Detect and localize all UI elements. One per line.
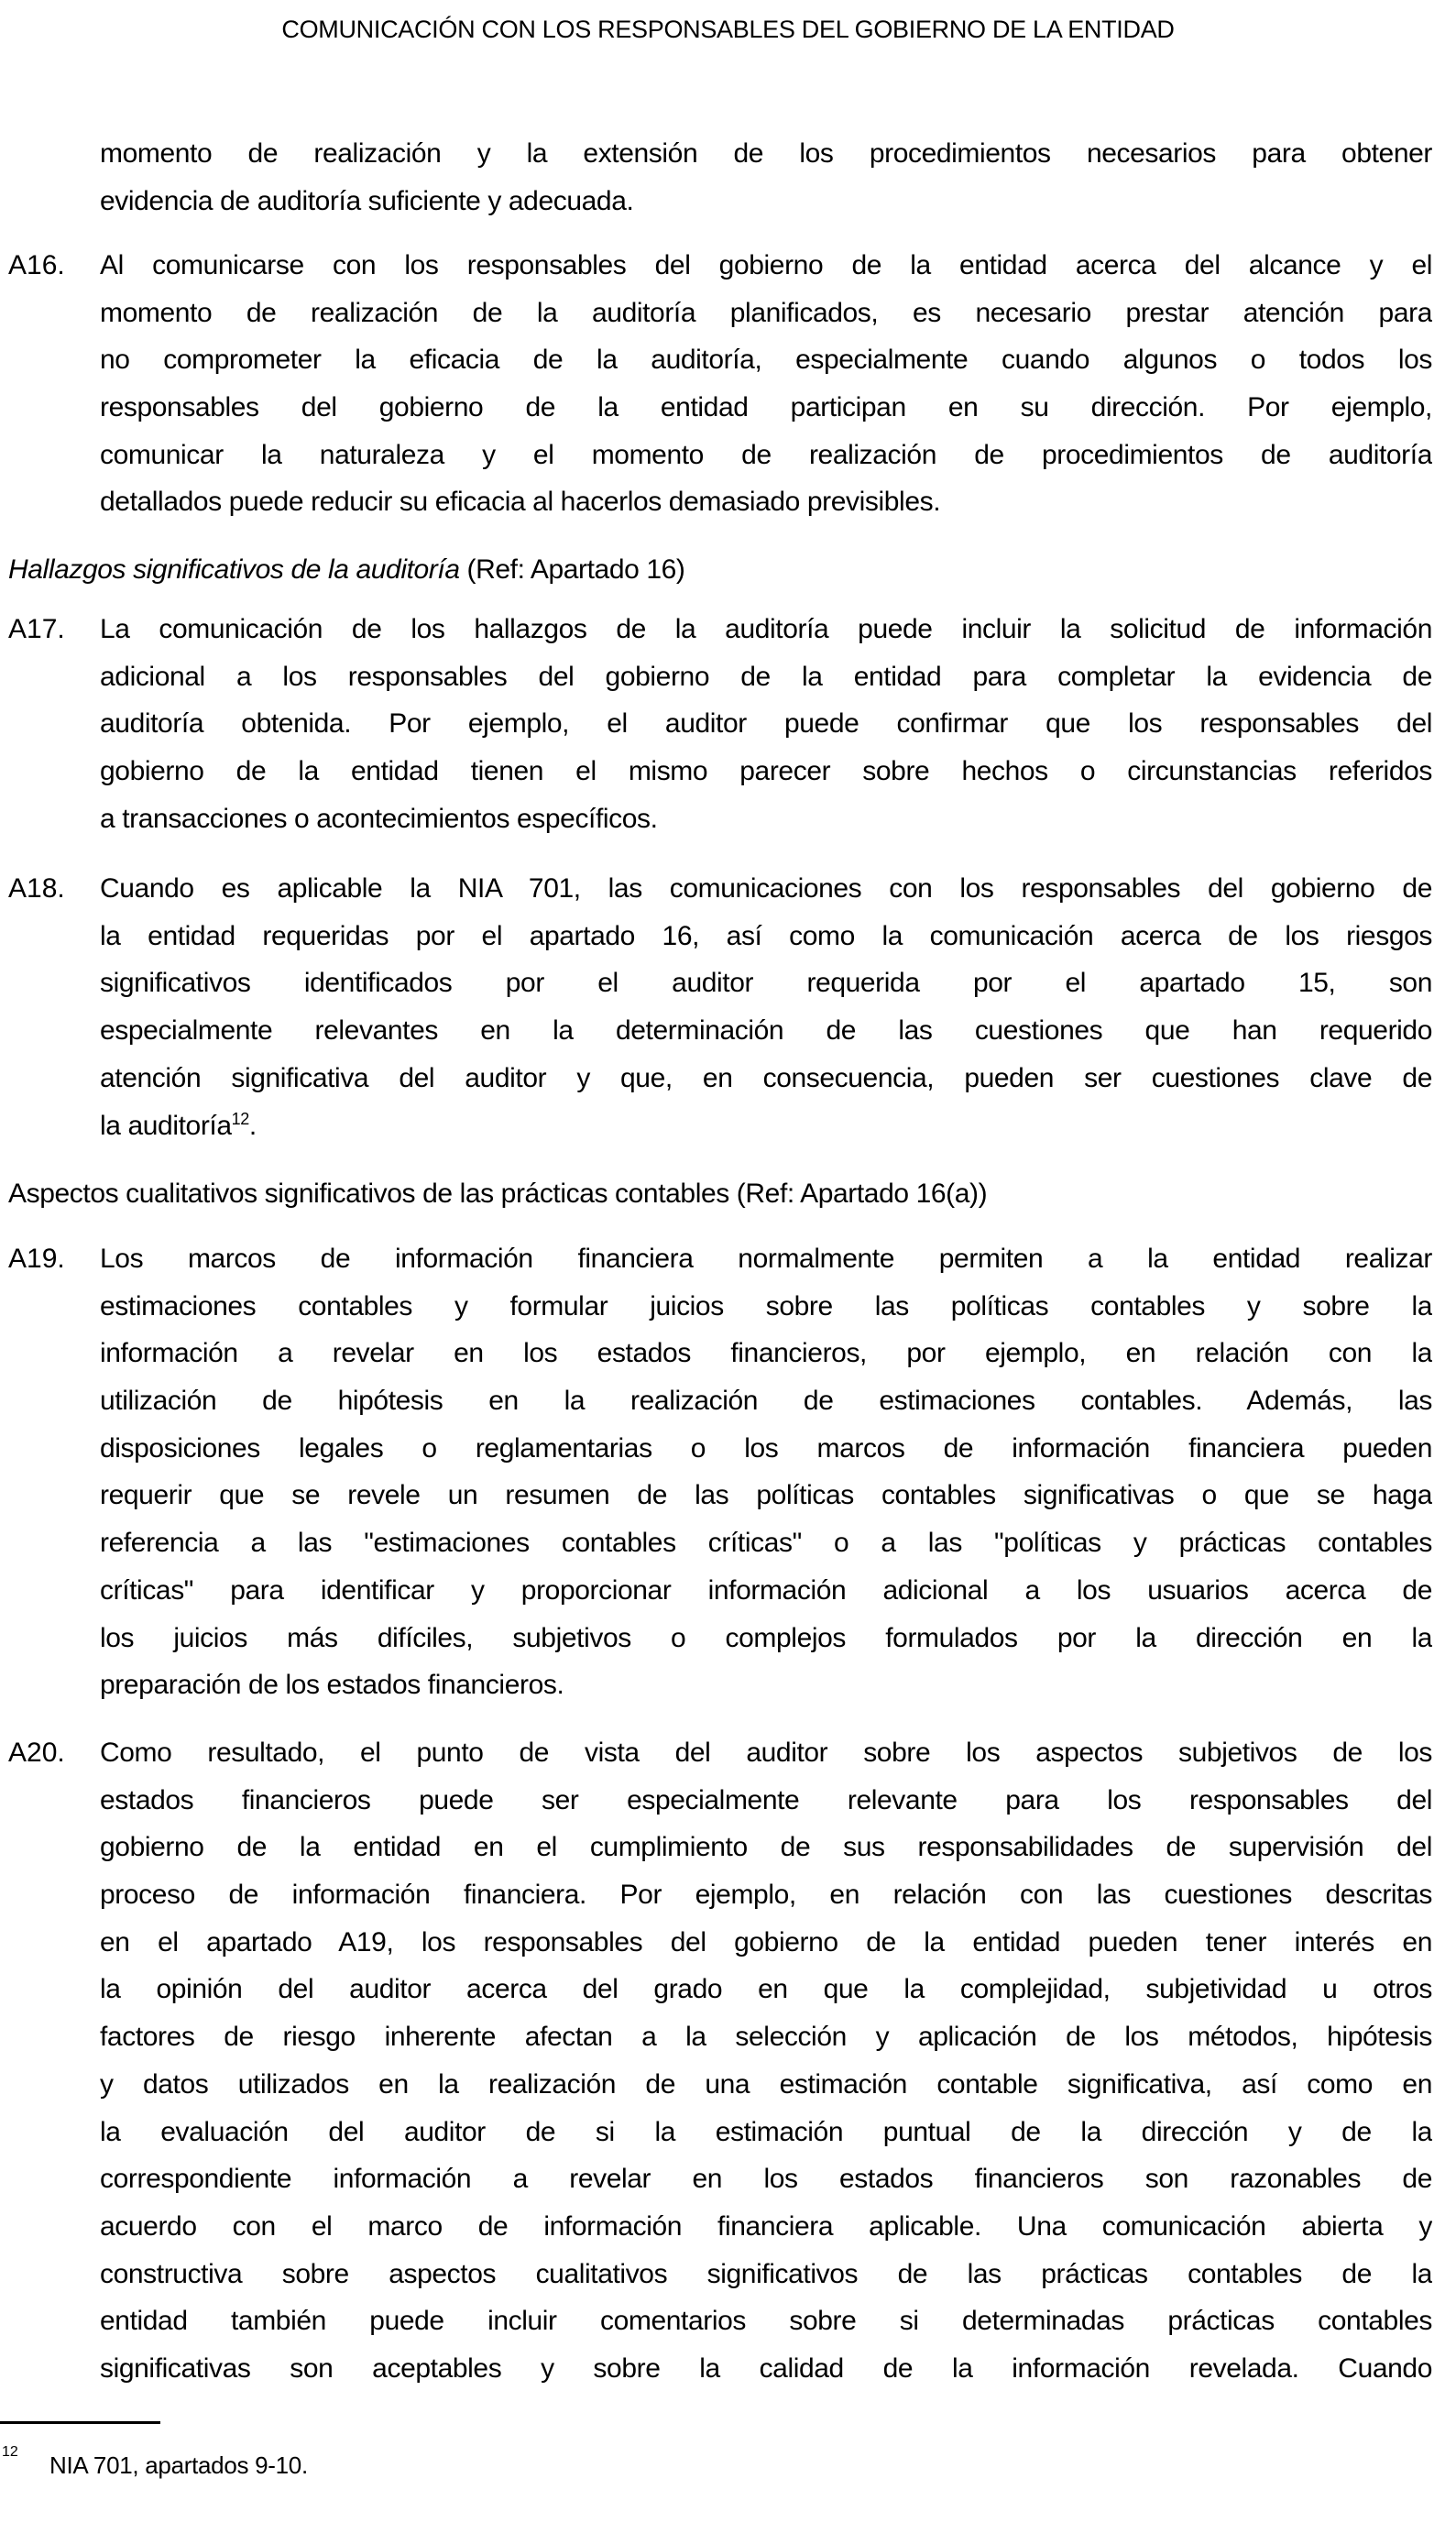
paragraph-number: A20. bbox=[8, 1738, 65, 1768]
paragraph-line: la entidad requeridas por el apartado 16, así como la comunicación acerca de los riesgos bbox=[100, 920, 1432, 951]
section-heading-hallazgos bbox=[8, 546, 685, 594]
heading-ref: (Ref: Apartado 16) bbox=[459, 554, 685, 585]
paragraph-line: la opinión del auditor acerca del grado en que la complejidad, subjetividad u otros bbox=[100, 1974, 1432, 2005]
paragraph-line: La comunicación de los hallazgos de la auditoría puede incluir la solicitud de información bbox=[100, 614, 1432, 644]
line-text: la auditoría bbox=[100, 1110, 232, 1141]
paragraph-line: proceso de información financiera. Por ejemplo, en relación con las cuestiones descritas bbox=[100, 1880, 1432, 1911]
paragraph-line: utilización de hipótesis en la realización de estimaciones contables. Además, las bbox=[100, 1386, 1432, 1417]
paragraph-line: auditoría obtenida. Por ejemplo, el auditor puede confirmar que los responsables del bbox=[100, 708, 1432, 740]
paragraph-line: evidencia de auditoría suficiente y adecuada. bbox=[100, 185, 634, 216]
paragraph-line: constructiva sobre aspectos cualitativos significativos de las prácticas contables de la bbox=[100, 2258, 1432, 2289]
paragraph-line: disposiciones legales o reglamentarias o los marcos de información financiera pueden bbox=[100, 1432, 1432, 1464]
paragraph-line: gobierno de la entidad en el cumplimiento de sus responsabilidades de supervisión del bbox=[100, 1832, 1432, 1863]
paragraph-line: significativos identificados por el auditor requerida por el apartado 15, son bbox=[100, 968, 1432, 999]
running-header: COMUNICACIÓN CON LOS RESPONSABLES DEL GOBIERNO DE LA ENTIDAD bbox=[281, 16, 1175, 43]
paragraph-line: referencia a las "estimaciones contables críticas" o a las "políticas y prácticas contables bbox=[100, 1528, 1432, 1559]
paragraph-number: A19. bbox=[8, 1244, 65, 1274]
paragraph-line: en el apartado A19, los responsables del gobierno de la entidad pueden tener interés en bbox=[100, 1926, 1432, 1957]
paragraph-number: A16. bbox=[8, 250, 65, 280]
paragraph-line: especialmente relevantes en la determinación de las cuestiones que han requerido bbox=[100, 1015, 1432, 1047]
paragraph-line: adicional a los responsables del gobierno de la entidad para completar la evidencia de bbox=[100, 661, 1432, 692]
paragraph-line: atención significativa del auditor y que, en consecuencia, pueden ser cuestiones clave de bbox=[100, 1062, 1432, 1093]
paragraph-number: A18. bbox=[8, 873, 65, 904]
paragraph-line: información a revelar en los estados financieros, por ejemplo, en relación con la bbox=[100, 1338, 1432, 1369]
section-heading-aspectos: Aspectos cualitativos significativos de las prácticas contables (Ref: Apartado 16(a)) bbox=[8, 1179, 988, 1209]
footnote-reference[interactable]: 12 bbox=[231, 1109, 249, 1128]
line-punct: . bbox=[248, 1110, 257, 1141]
paragraph-line: críticas" para identificar y proporcionar información adicional a los usuarios acerca de bbox=[100, 1574, 1432, 1606]
paragraph-line: Los marcos de información financiera normalmente permiten a la entidad realizar bbox=[100, 1244, 1432, 1274]
paragraph-line: los juicios más difíciles, subjetivos o complejos formulados por la dirección en la bbox=[100, 1622, 1432, 1653]
paragraph-line bbox=[100, 1102, 1432, 1150]
paragraph-line: correspondiente información a revelar en los estados financieros son razonables de bbox=[100, 2164, 1432, 2195]
paragraph-line: detallados puede reducir su eficacia al hacerlos demasiado previsibles. bbox=[100, 487, 941, 518]
paragraph-line: la evaluación del auditor de si la estimación puntual de la dirección y de la bbox=[100, 2116, 1432, 2147]
paragraph-line: Cuando es aplicable la NIA 701, las comunicaciones con los responsables del gobierno de bbox=[100, 873, 1432, 904]
paragraph-line: factores de riesgo inherente afectan a la selección y aplicación de los métodos, hipótesis bbox=[100, 2022, 1432, 2053]
heading-italic-text: Hallazgos significativos de la auditoría bbox=[8, 554, 460, 585]
footnote-text: NIA 701, apartados 9-10. bbox=[49, 2451, 308, 2479]
paragraph-line: comunicar la naturaleza y el momento de realización de procedimientos de auditoría bbox=[100, 439, 1432, 470]
paragraph-line: gobierno de la entidad tienen el mismo parecer sobre hechos o circunstancias referidos bbox=[100, 756, 1432, 787]
paragraph-line: momento de realización de la auditoría planificados, es necesario prestar atención para bbox=[100, 297, 1432, 328]
paragraph-line: Al comunicarse con los responsables del gobierno de la entidad acerca del alcance y el bbox=[100, 250, 1432, 280]
paragraph-line: significativas son aceptables y sobre la calidad de la información revelada. Cuando bbox=[100, 2352, 1432, 2384]
paragraph-line: responsables del gobierno de la entidad participan en su dirección. Por ejemplo, bbox=[100, 392, 1432, 423]
paragraph-line: y datos utilizados en la realización de una estimación contable significativa, así como en bbox=[100, 2068, 1432, 2100]
paragraph-line: requerir que se revele un resumen de las políticas contables significativas o que se haga bbox=[100, 1480, 1432, 1511]
paragraph-line: a transacciones o acontecimientos específicos. bbox=[100, 803, 658, 834]
paragraph-line: preparación de los estados financieros. bbox=[100, 1670, 564, 1701]
paragraph-line: acuerdo con el marco de información financiera aplicable. Una comunicación abierta y bbox=[100, 2210, 1432, 2242]
paragraph-number: A17. bbox=[8, 614, 65, 644]
paragraph-line: estados financieros puede ser especialmente relevante para los responsables del bbox=[100, 1784, 1432, 1815]
paragraph-line: estimaciones contables y formular juicios sobre las políticas contables y sobre la bbox=[100, 1290, 1432, 1321]
paragraph-line: no comprometer la eficacia de la auditoría, especialmente cuando algunos o todos los bbox=[100, 345, 1432, 376]
paragraph-line: entidad también puede incluir comentarios sobre si determinadas prácticas contables bbox=[100, 2306, 1432, 2337]
paragraph-line: Como resultado, el punto de vista del auditor sobre los aspectos subjetivos de los bbox=[100, 1738, 1432, 1768]
paragraph-line: momento de realización y la extensión de los procedimientos necesarios para obtener bbox=[100, 138, 1432, 169]
footnote-separator bbox=[0, 2421, 160, 2424]
